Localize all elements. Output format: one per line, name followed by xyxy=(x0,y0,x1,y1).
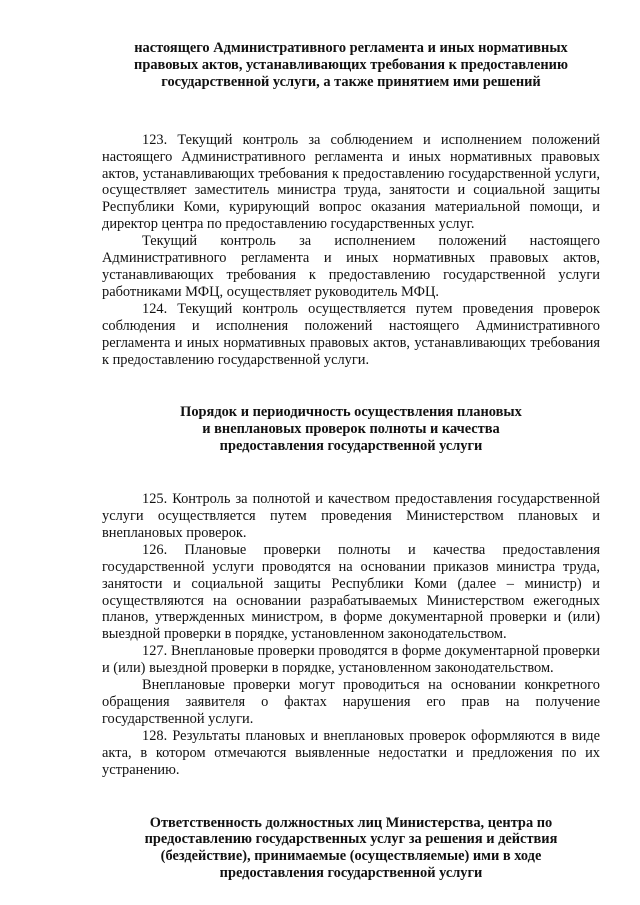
paragraph-127-unscheduled: Внеплановые проверки могут проводиться на основании конкретного обращения заявителя о фактах нарушения его прав на получение государственной услуги. xyxy=(102,677,600,727)
spacer xyxy=(102,455,600,491)
spacer xyxy=(102,91,600,132)
heading-line: предоставлению государственных услуг за решения и действия xyxy=(144,831,558,848)
paragraph-128: 128. Результаты плановых и внеплановых проверок оформляются в виде акта, в котором отмечаются выявленные недостатки и предложения по их устранению. xyxy=(102,727,600,778)
heading-line: (бездействие), принимаемые (осуществляемые) ими в ходе xyxy=(160,848,542,865)
paragraph-123: 123. Текущий контроль за соблюдением и исполнением положений настоящего Административного регламента и иных нормативных правовых актов, устанавливающих требования к предоставлению государственной услуги, осуществляет заместитель министра труда, занятости и социальной защиты Республики Коми, курирующий вопрос оказания материальной помощи, и директор центра по предоставлению государственных услуг. xyxy=(102,131,600,233)
heading-line: правовых актов, устанавливающих требования к предоставлению xyxy=(134,56,568,73)
paragraph-123-mfc: Текущий контроль за исполнением положений настоящего Административного регламента и иных нормативных правовых актов, устанавливающих требования к предоставлению государственной услуги работниками МФЦ, осуществляет руководитель МФЦ. xyxy=(102,233,600,300)
paragraph-125: 125. Контроль за полнотой и качеством предоставления государственной услуги осуществляется путем проведения Министерством плановых и внеплановых проверок. xyxy=(102,491,600,541)
heading-line: государственной услуги, а также принятием ими решений xyxy=(161,73,541,90)
heading-line: настоящего Административного регламента и иных нормативных xyxy=(134,40,568,56)
section-heading-inspections xyxy=(102,404,600,455)
paragraph-127: 127. Внеплановые проверки проводятся в форме документарной проверки и (или) выездной проверки в порядке, установленном законодательством. xyxy=(102,643,600,677)
heading-line: предоставления государственной услуги xyxy=(219,865,483,882)
spacer xyxy=(102,779,600,815)
heading-line: предоставления государственной услуги xyxy=(219,438,483,455)
section-heading-responsibility xyxy=(102,815,600,883)
paragraph-126: 126. Плановые проверки полноты и качества предоставления государственной услуги проводятся на основании приказов министра труда, занятости и социальной защиты Республики Коми (далее – министр) и осуществляются на основании разрабатываемых Министерством ежегодных планов, утвержденных министром, в форме документарной проверки и (или) выездной проверки в порядке, установленном законодательством. xyxy=(102,541,600,643)
spacer xyxy=(102,368,600,404)
paragraph-124: 124. Текущий контроль осуществляется путем проведения проверок соблюдения и исполнения положений настоящего Административного регламента и иных нормативных правовых актов, устанавливающих требования к предоставлению государственной услуги. xyxy=(102,300,600,368)
section-heading-control-decisions xyxy=(102,40,600,91)
heading-line: Порядок и периодичность осуществления плановых xyxy=(180,404,522,421)
heading-line: и внеплановых проверок полноты и качества xyxy=(202,421,500,438)
heading-line: Ответственность должностных лиц Министерства, центра по xyxy=(149,814,553,831)
